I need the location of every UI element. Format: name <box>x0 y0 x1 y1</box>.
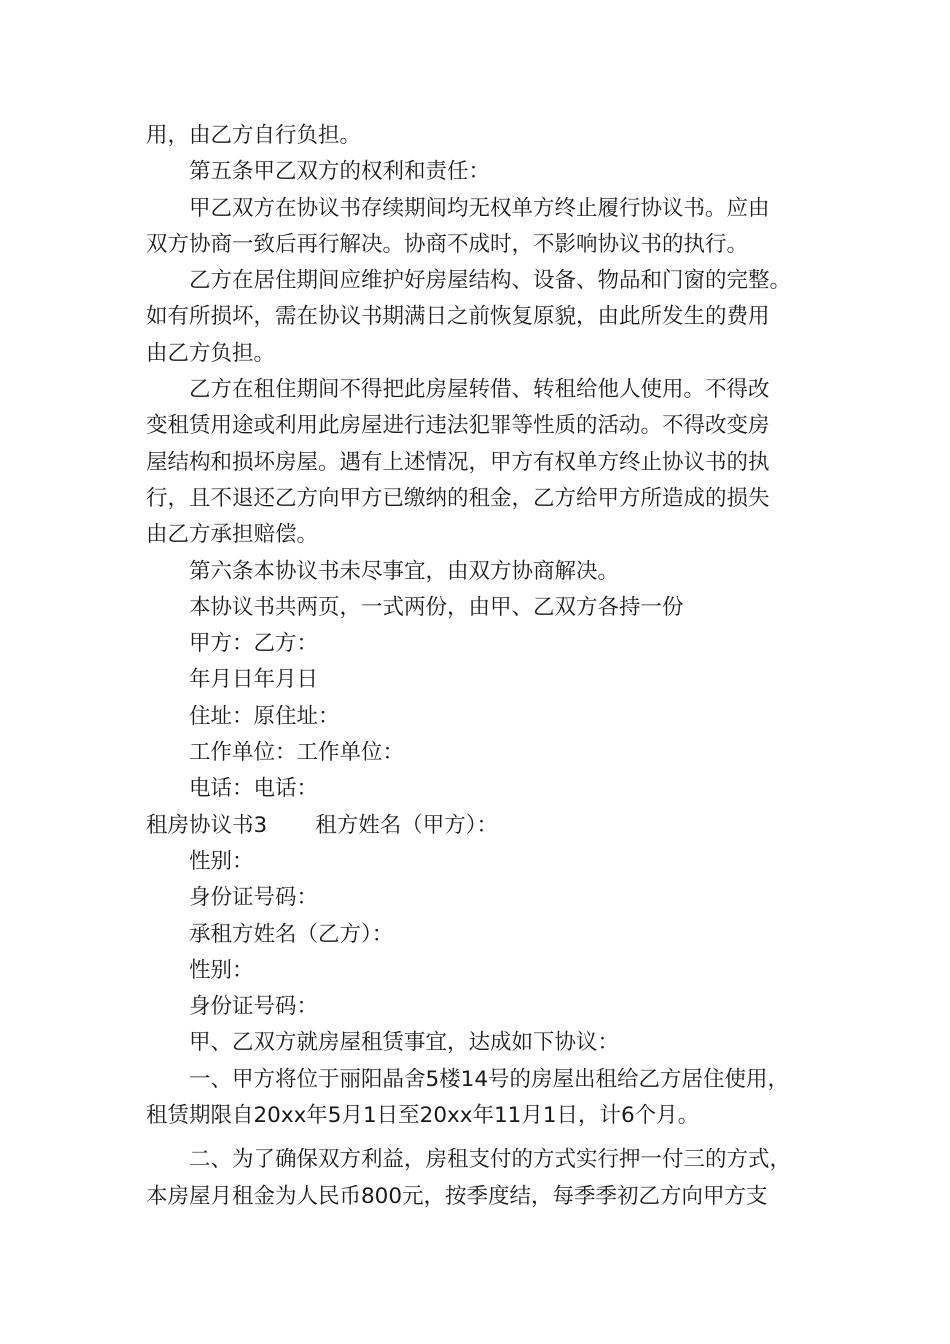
paragraph-line: 本协议书共两页，一式两份，由甲、乙双方各持一份 <box>189 594 684 620</box>
paragraph-line: 由乙方负担。 <box>146 340 276 366</box>
paragraph-line: 甲乙双方在协议书存续期间均无权单方终止履行协议书。应由 <box>189 195 770 221</box>
clause-line: 二、为了确保双方利益，房租支付的方式实行押一付三的方式， <box>189 1147 792 1173</box>
lessee-name-field: 承租方姓名（乙方）： <box>189 921 394 947</box>
paragraph-line: 由乙方承担赔偿。 <box>146 522 319 548</box>
document-body <box>146 118 826 1215</box>
paragraph-line: 甲、乙双方就房屋租赁事宜，达成如下协议： <box>189 1030 620 1056</box>
paragraph-line: 乙方在租住期间不得把此房屋转借、转租给他人使用。不得改 <box>189 377 770 403</box>
clause-line: 一、甲方将位于丽阳晶舍5楼14号的房屋出租给乙方居住使用， <box>189 1066 790 1092</box>
clause-line: 租赁期限自20xx年5月1日至20xx年11月1日，计6个月。 <box>146 1103 700 1129</box>
gender-field: 性别： <box>189 957 254 983</box>
paragraph-line: 如有所损坏，需在协议书期满日之前恢复原貌，由此所发生的费用 <box>146 304 770 330</box>
section-title-line <box>146 808 826 844</box>
section-title: 租房协议书3 <box>146 812 268 838</box>
id-number-field: 身份证号码： <box>189 885 319 911</box>
address-field: 住址：原住址： <box>189 703 340 729</box>
paragraph-line: 变租赁用途或利用此房屋进行违法犯罪等性质的活动。不得改变房 <box>146 413 770 439</box>
article-heading: 第六条本协议书未尽事宜，由双方协商解决。 <box>189 558 620 584</box>
article-heading: 第五条甲乙双方的权利和责任： <box>189 159 491 185</box>
gender-field: 性别： <box>189 848 254 874</box>
lessor-name-field: 租方姓名（甲方）： <box>315 812 498 838</box>
clause-line: 本房屋月租金为人民币800元，按季度结，每季季初乙方向甲方支 <box>146 1183 768 1209</box>
paragraph-line: 乙方在居住期间应维护好房屋结构、设备、物品和门窗的完整。 <box>189 268 792 294</box>
paragraph-line: 用，由乙方自行负担。 <box>146 123 362 148</box>
paragraph-line: 行，且不退还乙方向甲方已缴纳的租金，乙方给甲方所造成的损失 <box>146 485 770 511</box>
date-field: 年月日年月日 <box>189 667 319 693</box>
phone-field: 电话：电话： <box>189 776 319 802</box>
paragraph-line: 双方协商一致后再行解决。协商不成时，不影响协议书的执行。 <box>146 231 749 257</box>
signature-field: 甲方：乙方： <box>189 631 319 657</box>
paragraph-gap <box>146 1134 826 1142</box>
paragraph-line: 屋结构和损坏房屋。遇有上述情况，甲方有权单方终止协议书的执 <box>146 449 770 475</box>
employer-field: 工作单位：工作单位： <box>189 740 405 766</box>
id-number-field: 身份证号码： <box>189 994 319 1020</box>
